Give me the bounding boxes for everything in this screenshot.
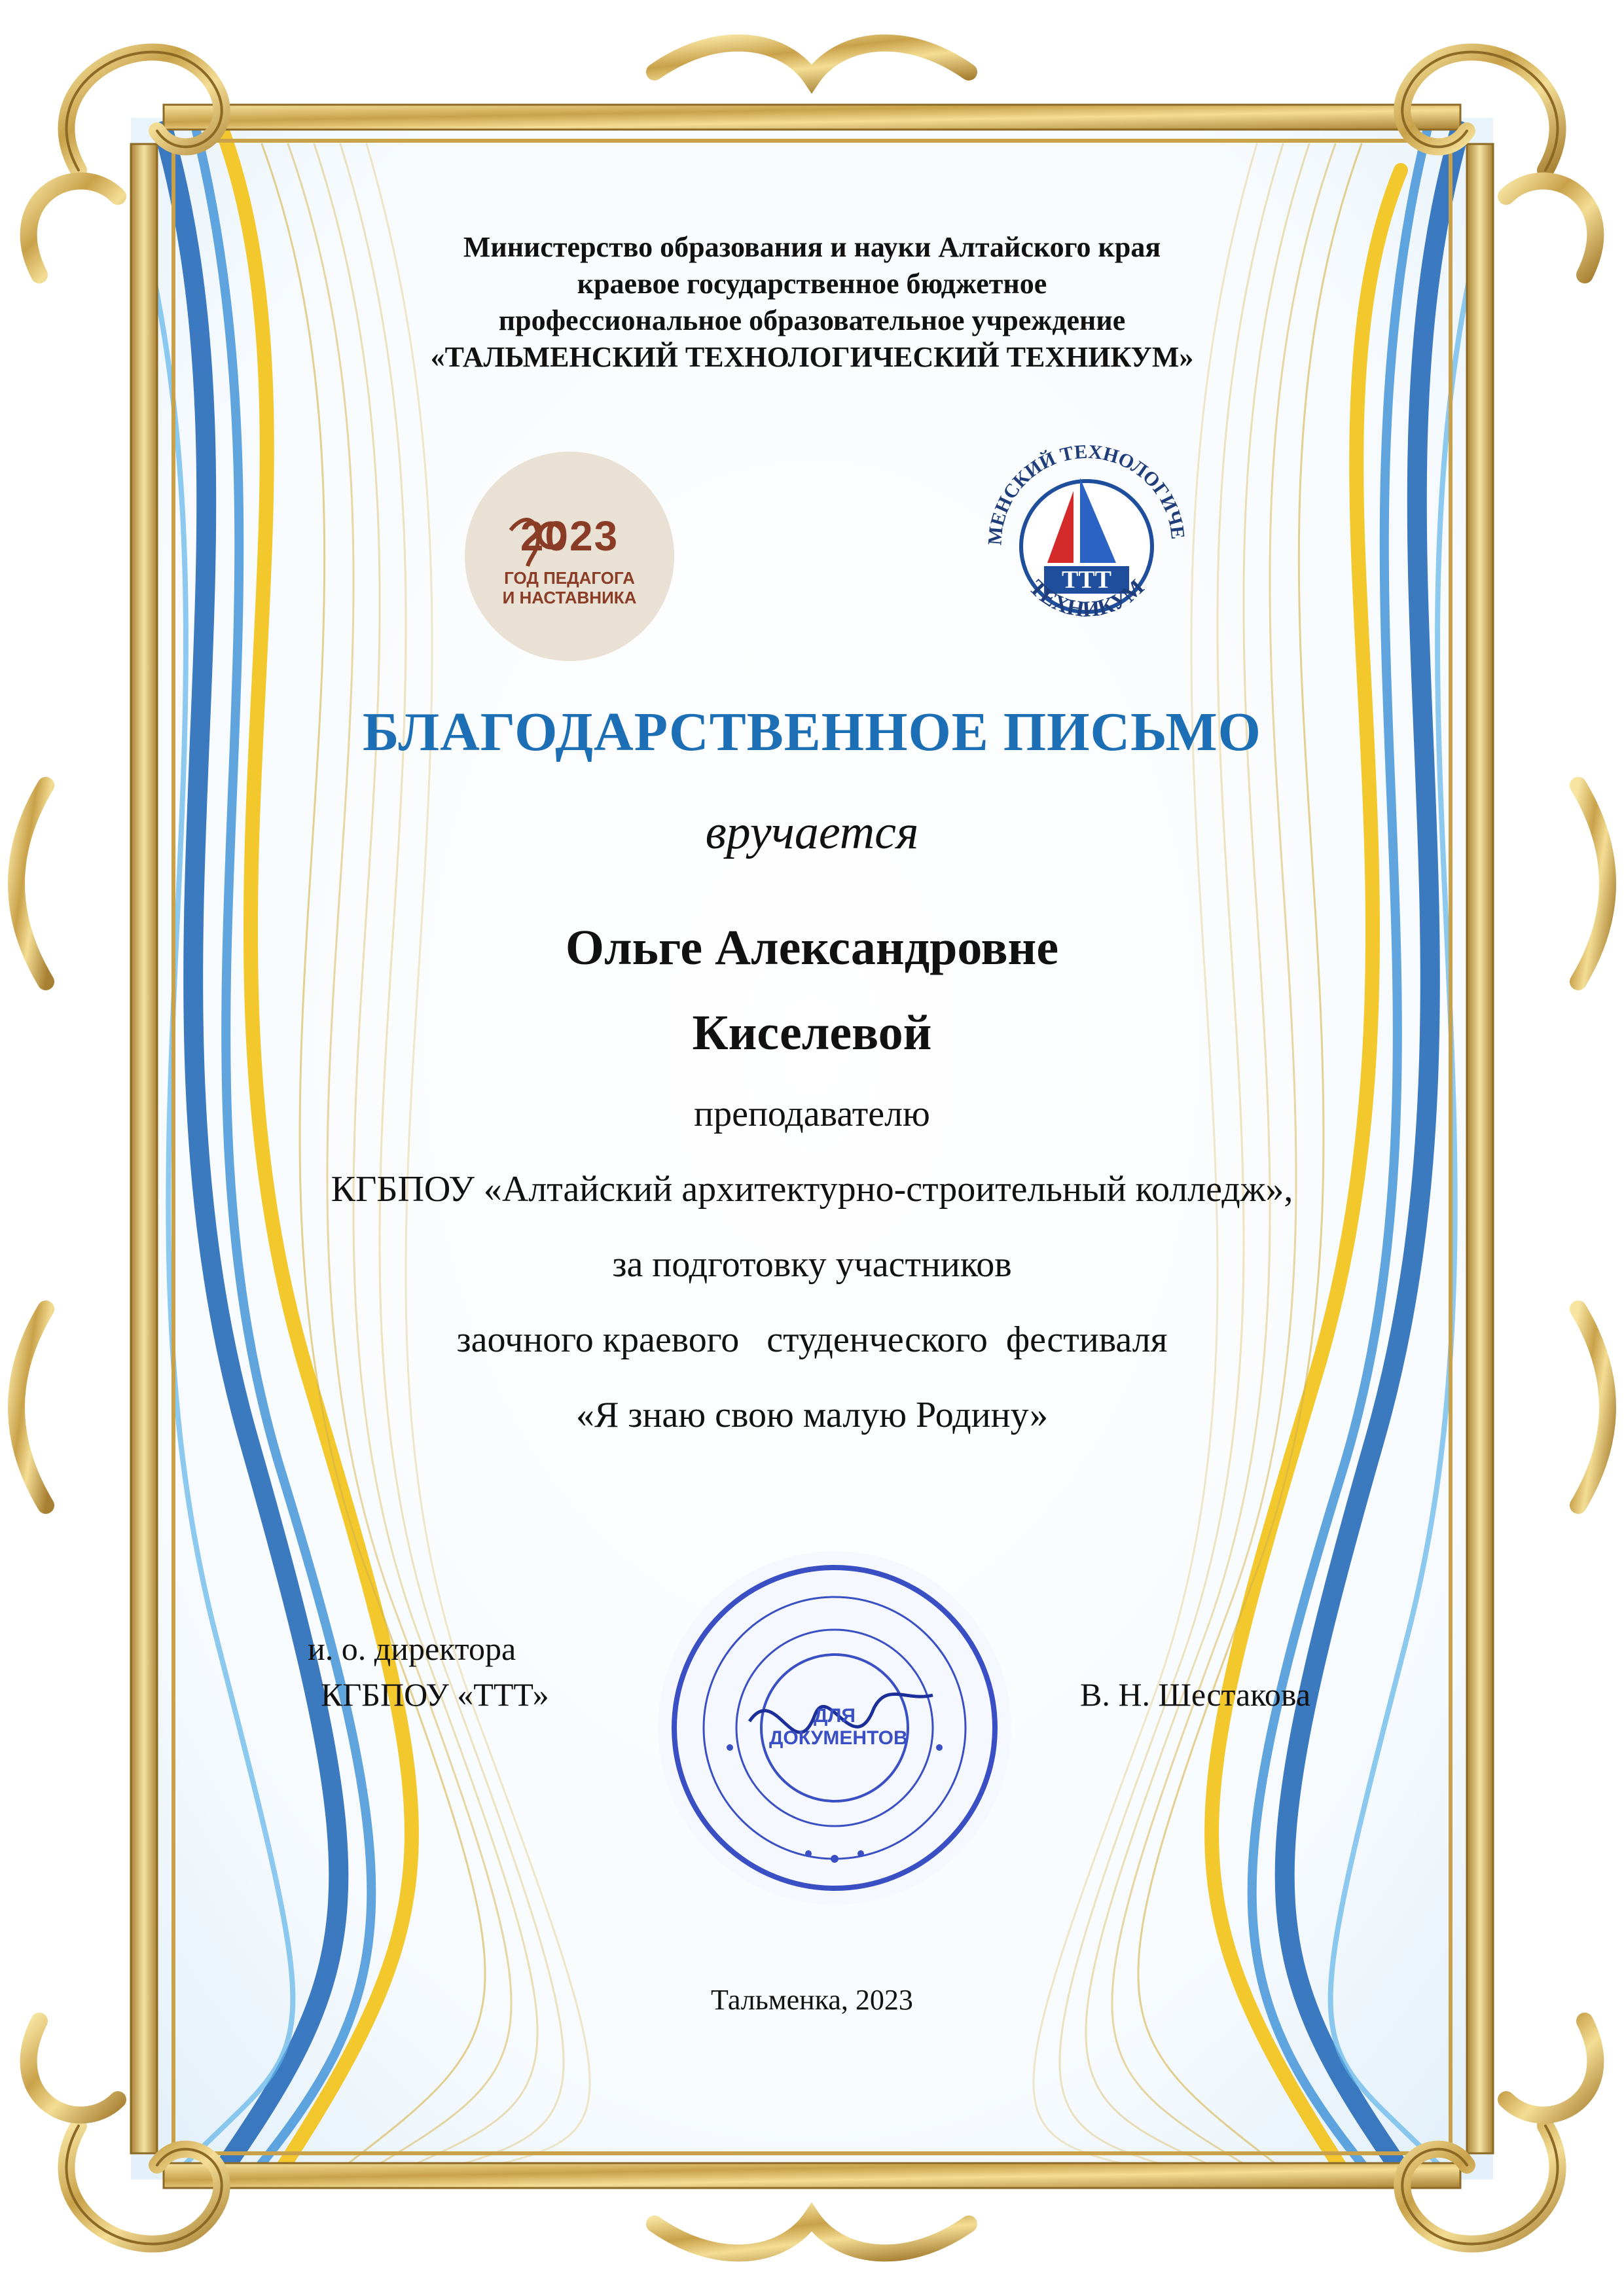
college-logo-abbr: ТТТ	[1061, 566, 1112, 594]
signatory-organization: КГБПОУ «ТТТ»	[321, 1676, 549, 1713]
header-line-1: Министерство образования и науки Алтайского края	[463, 231, 1161, 263]
institution-header	[0, 229, 1624, 376]
college-logo-emblem	[975, 432, 1198, 655]
place-and-year: Тальменка, 2023	[711, 1984, 913, 2016]
header-line-2: краевое государственное бюджетное	[577, 268, 1047, 300]
signatory-name: В. Н. Шестакова	[1080, 1676, 1311, 1713]
header-line-3: профессиональное образовательное учреждение	[498, 304, 1126, 336]
year-logo-caption-line-1: ГОД ПЕДАГОГА	[504, 568, 635, 588]
awarded-text: вручается	[705, 806, 919, 859]
year-logo-caption-line-2: И НАСТАВНИКА	[502, 588, 637, 607]
event-name: «Я знаю свою малую Родину»	[575, 1395, 1049, 1435]
official-stamp	[658, 1551, 1011, 1905]
recipient-name: Ольге Александровне	[565, 920, 1059, 975]
year-logo-caption	[478, 568, 661, 607]
award-reason: за подготовку участников	[612, 1244, 1012, 1285]
year-of-teacher-logo	[465, 452, 674, 661]
recipient-surname: Киселевой	[692, 1005, 932, 1060]
header-line-4: «ТАЛЬМЕНСКИЙ ТЕХНОЛОГИЧЕСКИЙ ТЕХНИКУМ»	[430, 341, 1194, 373]
signatory-role: и. о. директора	[308, 1630, 516, 1667]
document-title: БЛАГОДАРСТВЕННОЕ ПИСЬМО	[363, 702, 1261, 762]
college-logo	[975, 432, 1198, 655]
recipient-organization: КГБПОУ «Алтайский архитектурно-строительный колледж»,	[331, 1169, 1293, 1210]
event-description: заочного краевого студенческого фестиваля	[456, 1319, 1168, 1360]
stamp-center-text: ДЛЯ ДОКУМЕНТОВ	[769, 1705, 908, 1749]
recipient-position: преподавателю	[694, 1094, 930, 1134]
college-logo-ring-top: МЕНСКИЙ ТЕХНОЛОГИЧЕ	[984, 440, 1189, 547]
college-logo-ring-bottom: ТЕХНИКУМ	[1024, 575, 1149, 622]
year-logo-year: 2023	[520, 512, 619, 560]
